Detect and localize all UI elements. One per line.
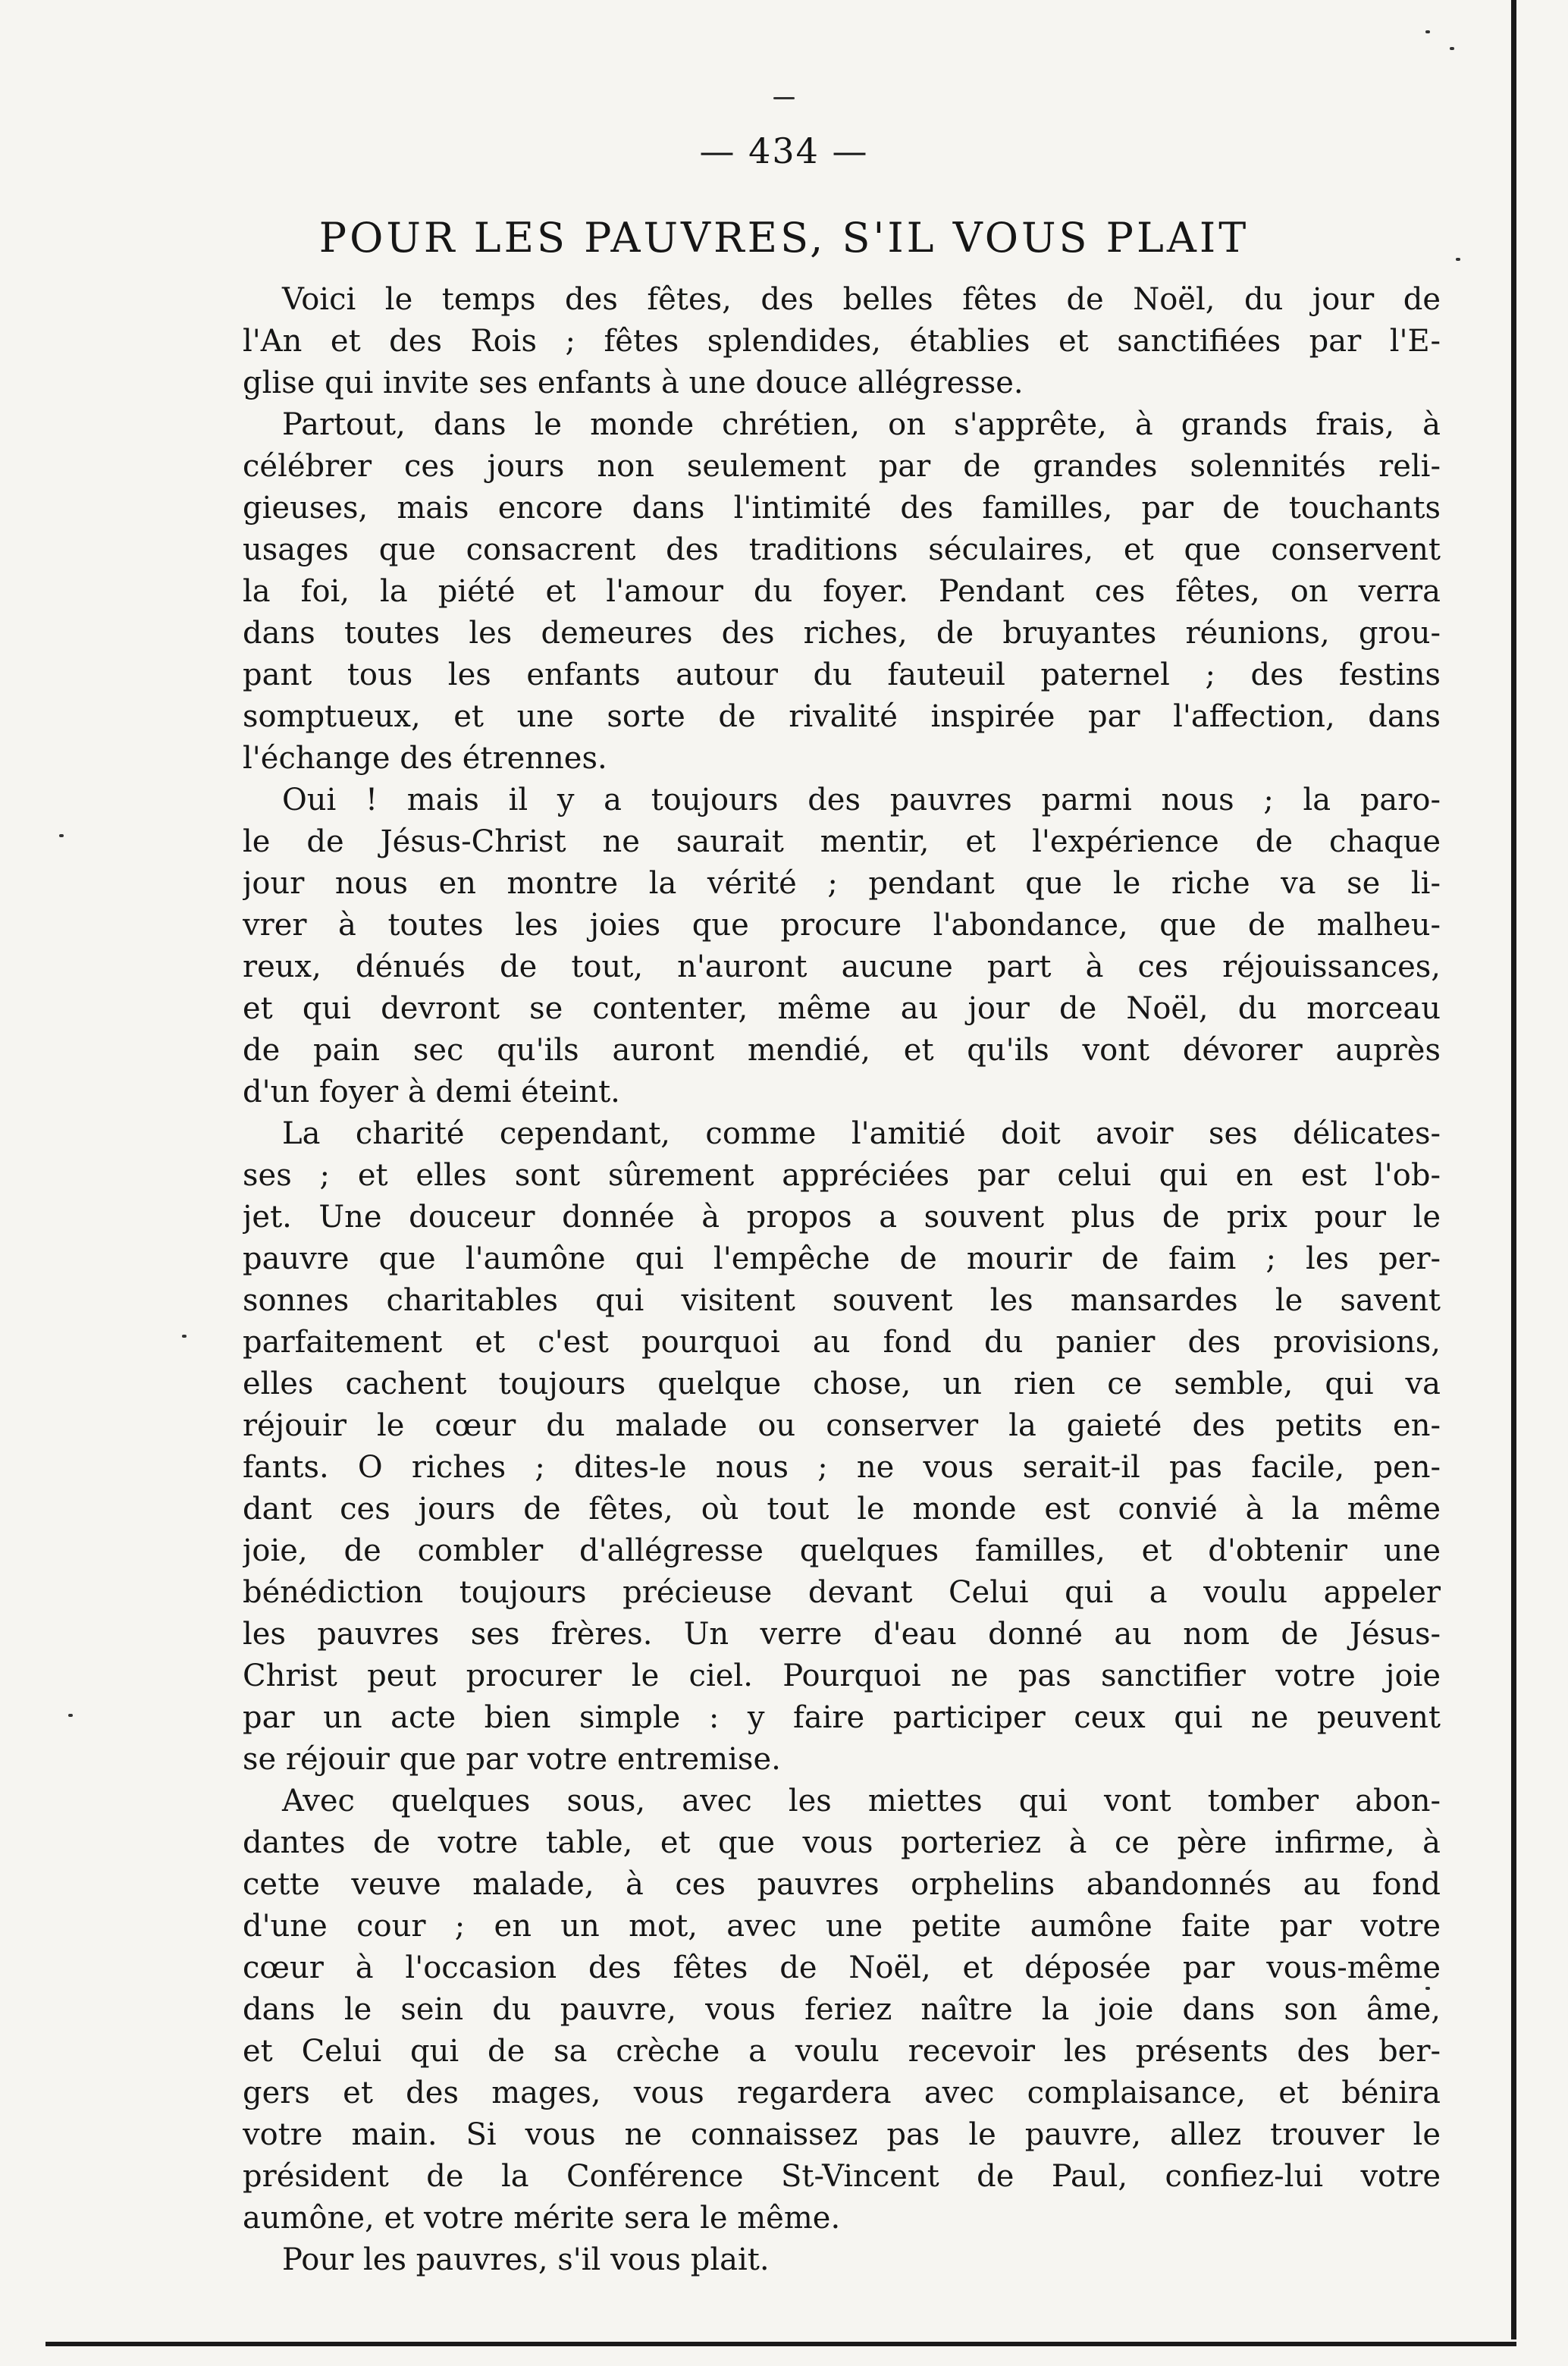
text-line: le de Jésus-Christ ne saurait mentir, et l'expérience de chaque (243, 824, 1441, 859)
bottom-edge-rule (45, 2342, 1516, 2346)
text-line: reux, dénués de tout, n'auront aucune part à ces réjouissances, (243, 949, 1441, 984)
text-line: dantes de votre table, et que vous porteriez à ce père infirme, à (243, 1825, 1441, 1860)
text-line: dans le sein du pauvre, vous feriez naître la joie dans son âme, (243, 1992, 1441, 2027)
text-line: Oui ! mais il y a toujours des pauvres parmi nous ; la paro- (282, 783, 1441, 817)
ink-speck (773, 97, 795, 99)
text-line: votre main. Si vous ne connaissez pas le pauvre, allez trouver le (243, 2117, 1441, 2152)
text-line: jet. Une douceur donnée à propos a souvent plus de prix pour le (243, 1200, 1441, 1235)
text-line: gers et des mages, vous regardera avec complaisance, et bénira (243, 2076, 1441, 2110)
page-number: — 434 — (699, 130, 869, 171)
text-line: fants. O riches ; dites-le nous ; ne vous serait-il pas facile, pen- (243, 1450, 1441, 1485)
text-line: et qui devront se contenter, même au jour de Noël, du morceau (243, 991, 1441, 1026)
text-line: dans toutes les demeures des riches, de bruyantes réunions, grou- (243, 616, 1441, 651)
ink-speck (182, 1335, 187, 1338)
text-line: Christ peut procurer le ciel. Pourquoi ne pas sanctifier votre joie (243, 1658, 1441, 1693)
text-line: pauvre que l'aumône qui l'empêche de mourir de faim ; les per- (243, 1241, 1441, 1276)
text-line: d'un foyer à demi éteint. (243, 1075, 620, 1109)
text-line: l'échange des étrennes. (243, 741, 607, 776)
text-line: sonnes charitables qui visitent souvent les mansardes le savent (243, 1283, 1441, 1318)
article-title: POUR LES PAUVRES, S'IL VOUS PLAIT (318, 214, 1250, 262)
text-line: somptueux, et une sorte de rivalité inspirée par l'affection, dans (243, 699, 1441, 734)
text-line: et Celui qui de sa crèche a voulu recevoir les présents des ber- (243, 2034, 1441, 2069)
ink-speck (59, 834, 64, 837)
ink-speck (1450, 47, 1454, 50)
text-line: usages que consacrent des traditions séculaires, et que conservent (243, 532, 1441, 567)
text-line: jour nous en montre la vérité ; pendant que le riche va se li- (243, 866, 1441, 901)
text-line: se réjouir que par votre entremise. (243, 1742, 781, 1777)
text-line: gieuses, mais encore dans l'intimité des familles, par de touchants (243, 491, 1441, 526)
text-line: l'An et des Rois ; fêtes splendides, établies et sanctifiées par l'E- (243, 324, 1441, 359)
text-line: bénédiction toujours précieuse devant Celui qui a voulu appeler (243, 1575, 1441, 1610)
text-line: par un acte bien simple : y faire participer ceux qui ne peuvent (243, 1700, 1441, 1735)
text-line: Voici le temps des fêtes, des belles fêtes de Noël, du jour de (282, 282, 1441, 317)
binding-edge-rule (1511, 0, 1516, 2339)
text-line: célébrer ces jours non seulement par de grandes solennités reli- (243, 449, 1441, 484)
text-line: elles cachent toujours quelque chose, un rien ce semble, qui va (243, 1367, 1441, 1401)
text-line: glise qui invite ses enfants à une douce allégresse. (243, 366, 1024, 400)
ink-speck (68, 1714, 73, 1717)
ink-speck (1425, 30, 1430, 33)
text-line: joie, de combler d'allégresse quelques familles, et d'obtenir une (243, 1533, 1441, 1568)
text-line: Avec quelques sous, avec les miettes qui vont tomber abon- (282, 1784, 1441, 1818)
text-line: les pauvres ses frères. Un verre d'eau donné au nom de Jésus- (243, 1617, 1441, 1652)
text-line: Partout, dans le monde chrétien, on s'apprête, à grands frais, à (282, 407, 1441, 442)
text-line: réjouir le cœur du malade ou conserver la gaieté des petits en- (243, 1408, 1441, 1443)
text-line: dant ces jours de fêtes, où tout le monde est convié à la même (243, 1492, 1441, 1527)
text-line: aumône, et votre mérite sera le même. (243, 2201, 841, 2236)
text-line: Pour les pauvres, s'il vous plait. (282, 2242, 770, 2277)
text-line: cœur à l'occasion des fêtes de Noël, et déposée par vous-même (243, 1950, 1441, 1985)
text-line: président de la Conférence St-Vincent de Paul, confiez-lui votre (243, 2159, 1441, 2194)
text-line: cette veuve malade, à ces pauvres orphelins abandonnés au fond (243, 1867, 1441, 1902)
text-line: d'une cour ; en un mot, avec une petite aumône faite par votre (243, 1909, 1441, 1944)
text-line: ses ; et elles sont sûrement appréciées par celui qui en est l'ob- (243, 1158, 1441, 1193)
article-body (243, 279, 1441, 2281)
text-line: La charité cependant, comme l'amitié doit avoir ses délicates- (282, 1116, 1441, 1151)
text-line: de pain sec qu'ils auront mendié, et qu'ils vont dévorer auprès (243, 1033, 1441, 1068)
text-line: vrer à toutes les joies que procure l'abondance, que de malheu- (243, 908, 1441, 943)
text-line: parfaitement et c'est pourquoi au fond du panier des provisions, (243, 1325, 1441, 1360)
text-line: la foi, la piété et l'amour du foyer. Pendant ces fêtes, on verra (243, 574, 1441, 609)
text-line: pant tous les enfants autour du fauteuil paternel ; des festins (243, 657, 1441, 692)
